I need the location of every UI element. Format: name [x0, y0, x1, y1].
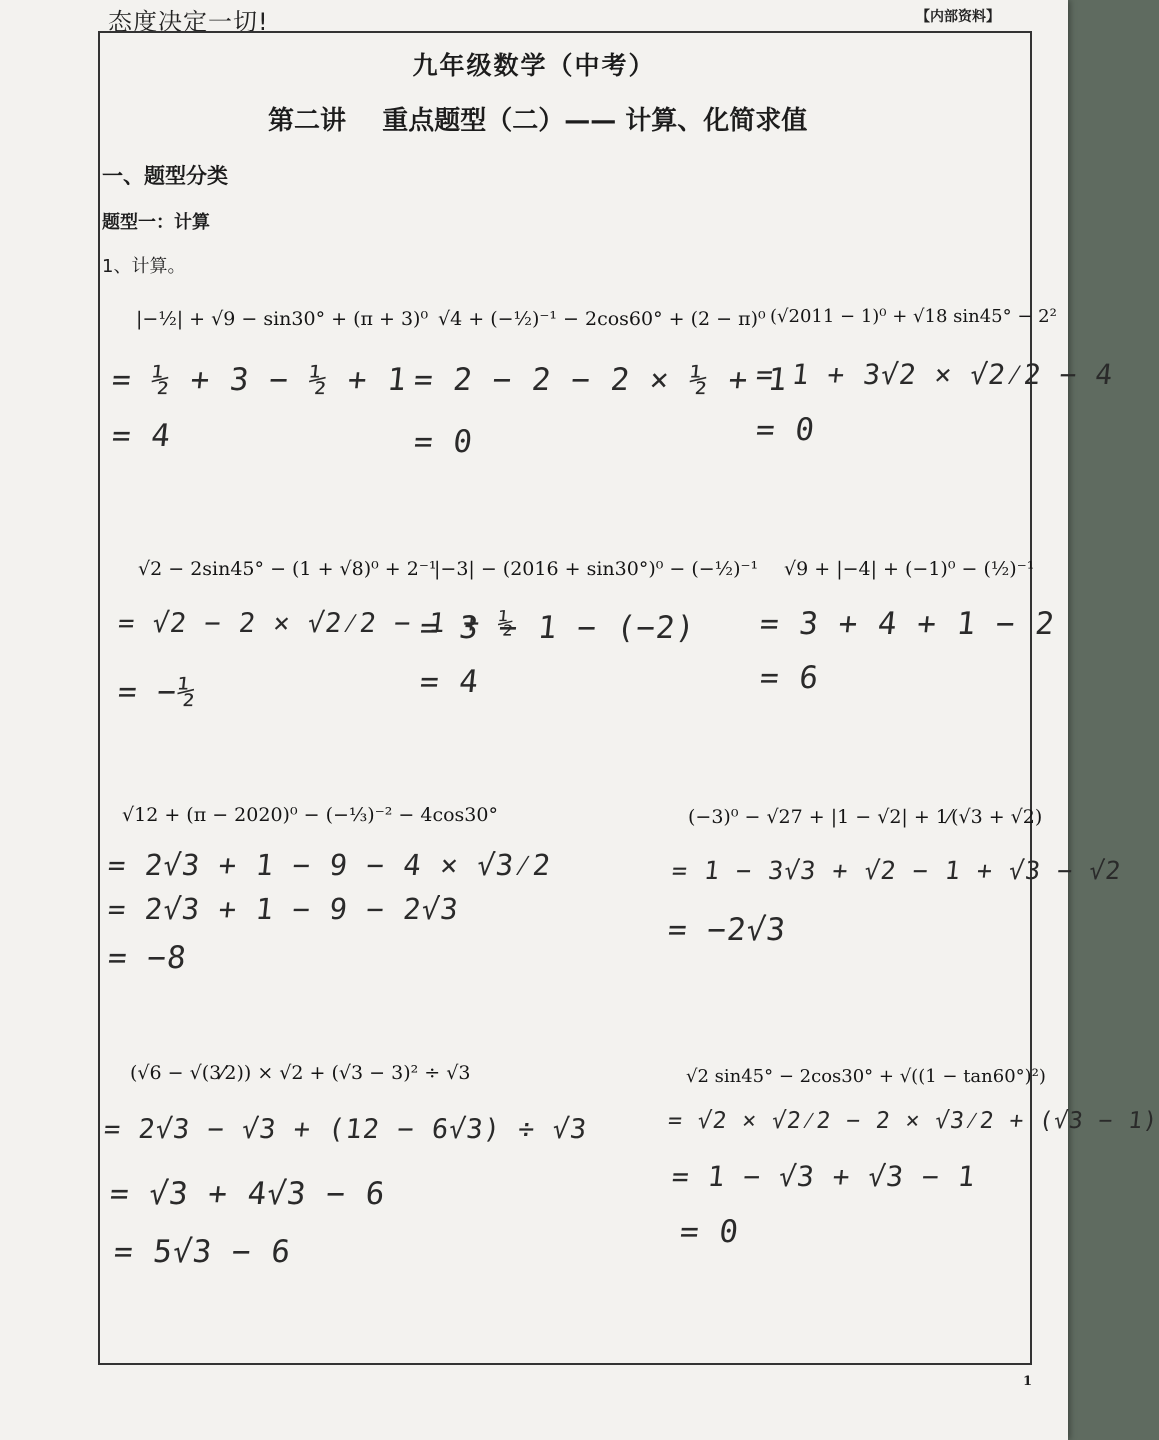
problem-9-step-2: = √3 + 4√3 − 6	[108, 1176, 388, 1212]
problem-10-step-3: = 0	[678, 1214, 741, 1250]
problem-2-step-2: = 0	[412, 424, 475, 460]
problem-4-expression: √2 − 2sin45° − (1 + √8)⁰ + 2⁻¹	[138, 558, 437, 580]
problem-4-step-2: = −½	[116, 674, 199, 710]
internal-tag: 【内部资料】	[916, 9, 1000, 25]
problem-8-step-1: = 1 − 3√3 + √2 − 1 + √3 − √2	[670, 856, 1123, 885]
problem-8-step-2: = −2√3	[666, 912, 788, 948]
problem-7-expression: √12 + (π − 2020)⁰ − (−⅓)⁻² − 4cos30°	[122, 804, 498, 826]
page-number: 1	[1022, 1374, 1032, 1389]
problem-4-step-1: = √2 − 2 × √2⁄2 − 1 + ½	[116, 608, 517, 639]
problem-5-step-1: = 3 − 1 − (−2)	[418, 610, 698, 646]
problem-9-expression: (√6 − √(3⁄2)) × √2 + (√3 − 3)² ÷ √3	[130, 1062, 471, 1084]
problem-2-expression: √4 + (−½)⁻¹ − 2cos60° + (2 − π)⁰	[438, 308, 766, 330]
problem-7-step-3: = −8	[106, 940, 189, 976]
lecture-subtitle: 第二讲 重点题型（二）—— 计算、化简求值	[268, 106, 808, 136]
page-title: 九年级数学（中考）	[412, 51, 656, 80]
problem-7-step-2: = 2√3 + 1 − 9 − 2√3	[106, 892, 461, 926]
problem-3-expression: (√2011 − 1)⁰ + √18 sin45° − 2²	[770, 306, 1057, 327]
problem-1-expression: |−½| + √9 − sin30° + (π + 3)⁰	[136, 308, 429, 330]
problem-8-expression: (−3)⁰ − √27 + |1 − √2| + 1⁄(√3 + √2)	[688, 806, 1043, 828]
problem-5-expression: |−3| − (2016 + sin30°)⁰ − (−½)⁻¹	[434, 558, 759, 580]
problem-6-step-2: = 6	[758, 660, 821, 696]
problem-9-step-3: = 5√3 − 6	[112, 1234, 293, 1270]
problem-10-step-2: = 1 − √3 + √3 − 1	[670, 1160, 978, 1193]
type-heading: 题型一：计算	[102, 212, 210, 233]
problem-6-expression: √9 + |−4| + (−1)⁰ − (½)⁻¹	[784, 558, 1035, 580]
problem-6-step-1: = 3 + 4 + 1 − 2	[758, 606, 1057, 642]
problem-9-step-1: = 2√3 − √3 + (12 − 6√3) ÷ √3	[102, 1114, 589, 1145]
problem-1-step-1: = ½ + 3 − ½ + 1	[110, 362, 409, 398]
problem-10-expression: √2 sin45° − 2cos30° + √((1 − tan60°)²)	[686, 1066, 1046, 1087]
problem-5-step-2: = 4	[418, 664, 481, 700]
problem-1-step-2: = 4	[110, 418, 173, 454]
problem-7-step-1: = 2√3 + 1 − 9 − 4 × √3⁄2	[106, 848, 553, 882]
question-label: 1、计算。	[102, 256, 186, 277]
problem-2-step-1: = 2 − 2 − 2 × ½ + 1	[412, 362, 790, 398]
section-heading: 一、题型分类	[102, 164, 228, 188]
motto: 态度决定一切!	[108, 8, 269, 36]
problem-3-step-2: = 0	[754, 412, 817, 448]
problem-3-step-1: = 1 + 3√2 × √2⁄2 − 4	[754, 358, 1115, 391]
problem-10-step-1: = √2 × √2⁄2 − 2 × √3⁄2 + (√3 − 1)	[666, 1108, 1159, 1134]
